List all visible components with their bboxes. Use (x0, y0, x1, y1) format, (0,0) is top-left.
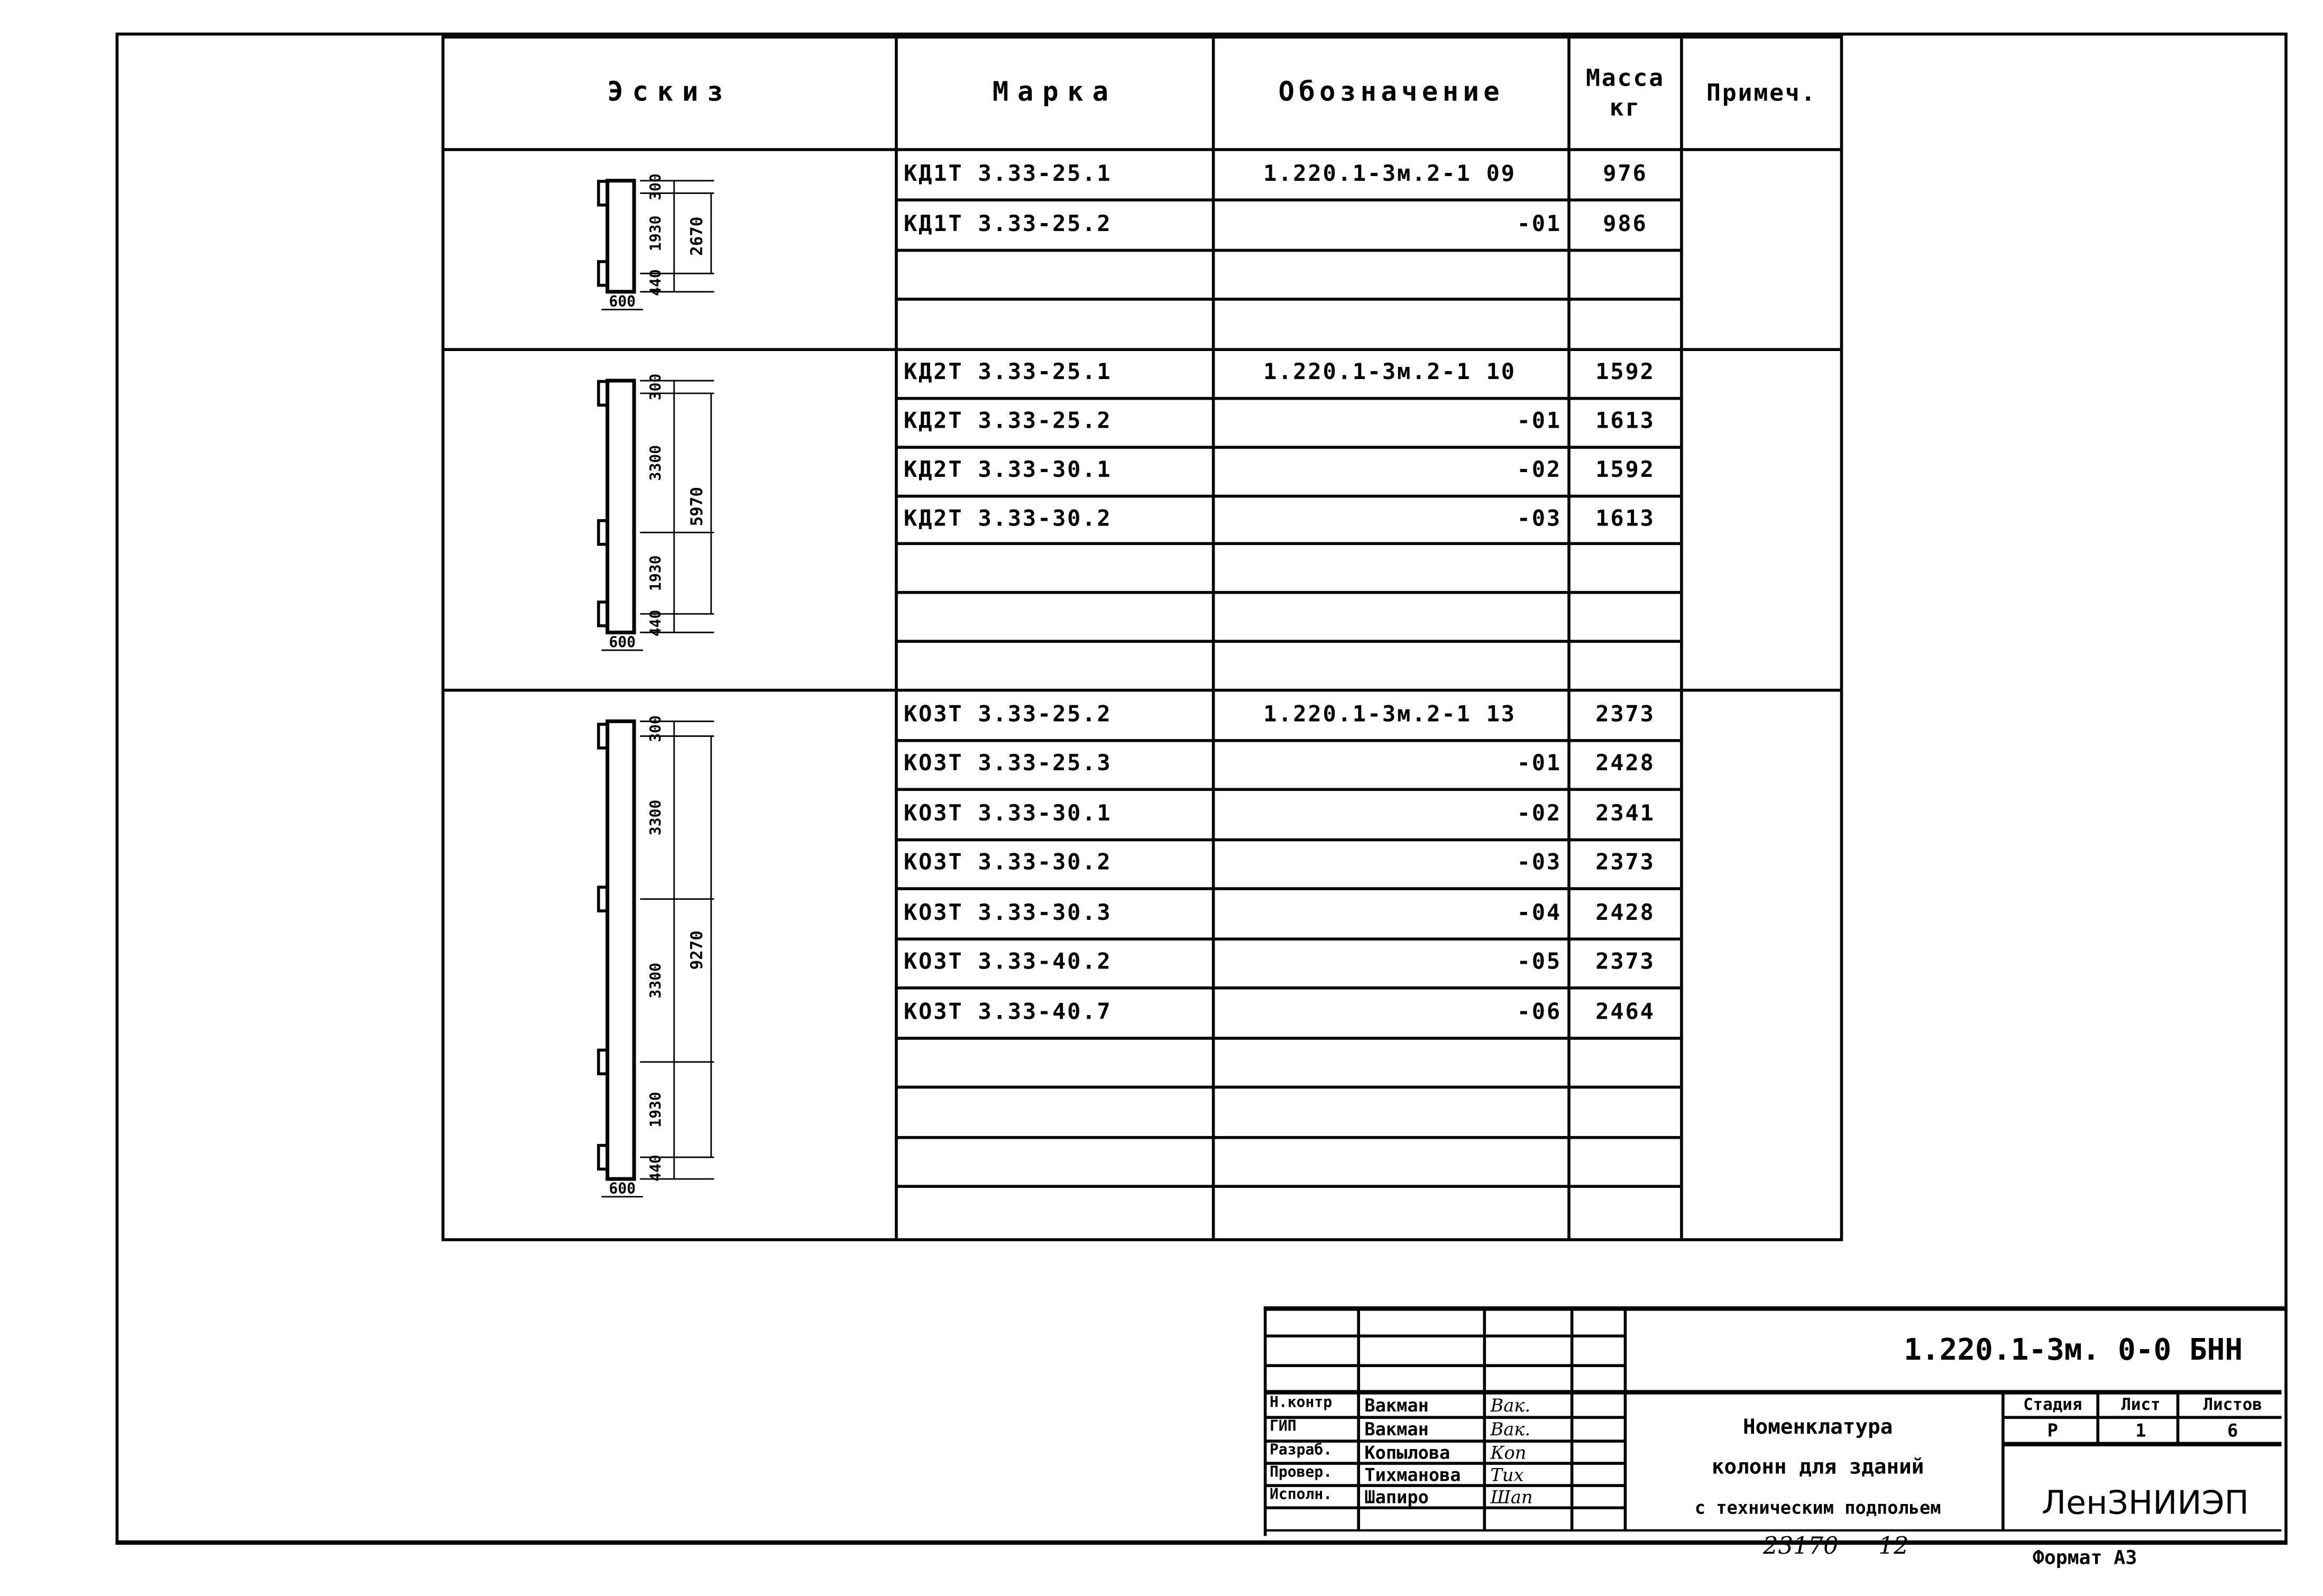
segment-dimension: 440 (647, 1155, 665, 1182)
column-corbel (599, 1146, 608, 1169)
staff-role: Н.контр (1270, 1395, 1333, 1412)
column-sketch (445, 348, 889, 688)
segment-dimension: 300 (647, 715, 665, 742)
cell-designation: 1.220.1-3м.2-1 10 (1263, 359, 1516, 386)
column-corbel (599, 602, 608, 626)
cell-designation: -01 (1517, 209, 1562, 237)
cell-mass: 1613 (1595, 505, 1655, 532)
staff-role: Исполн. (1270, 1487, 1333, 1503)
cell-designation: -04 (1517, 899, 1562, 926)
cell-mass: 1592 (1595, 456, 1655, 483)
col-divider (1212, 39, 1215, 1238)
stage-label: Стадия (2023, 1395, 2082, 1415)
cell-mark (904, 640, 1200, 689)
cell-designation: -02 (1517, 799, 1562, 826)
cell-mass: 2464 (1595, 998, 1655, 1025)
staff-name: Вакман (1364, 1419, 1429, 1440)
column-outline (608, 721, 634, 1179)
cell-designation (1218, 640, 1562, 689)
segment-dimension: 300 (647, 373, 665, 401)
staff-name: Копылова (1364, 1442, 1450, 1464)
cell-mark: КО3Т 3.33-25.3 (904, 750, 1112, 777)
total-dimension: 2670 (687, 216, 707, 256)
nomenclature-table (442, 35, 1843, 1241)
sheet-value: 1 (2135, 1420, 2146, 1442)
staff-name: Тихманова (1364, 1464, 1461, 1486)
cell-designation: -01 (1517, 750, 1562, 777)
column-corbel (599, 262, 608, 285)
page-note: 12 (1878, 1531, 1909, 1560)
cell-designation: -05 (1517, 948, 1562, 975)
organization: ЛенЗНИИЭП (2041, 1486, 2249, 1523)
header-mass-unit: кг (1609, 93, 1641, 122)
header-mass-label: Масса (1585, 63, 1665, 92)
cell-designation (1218, 248, 1562, 298)
staff-role: Провер. (1270, 1464, 1333, 1481)
cell-mass (1571, 1086, 1680, 1136)
cell-mark: КД2Т 3.33-25.2 (904, 408, 1112, 435)
segment-dimension: 1930 (647, 215, 665, 252)
cell-mass (1571, 640, 1680, 689)
cell-designation (1218, 1086, 1562, 1136)
drawing-title-line: с техническим подпольем (1694, 1497, 1941, 1518)
width-dimension: 600 (609, 633, 636, 651)
header-mark: Марка (992, 77, 1117, 108)
staff-signature: Вак. (1490, 1419, 1531, 1440)
staff-signature: Вак. (1490, 1395, 1531, 1416)
col-divider (895, 39, 898, 1238)
segment-dimension: 440 (647, 610, 665, 637)
staff-name: Вакман (1364, 1395, 1429, 1416)
cell-mark (904, 248, 1200, 298)
header-sketch: Эскиз (607, 77, 732, 108)
cell-mark (904, 1136, 1200, 1186)
cell-mark: КД2Т 3.33-30.1 (904, 456, 1112, 483)
sheets-value: 6 (2227, 1420, 2238, 1442)
cell-mark (904, 1037, 1200, 1086)
cell-mass: 1592 (1595, 359, 1655, 386)
drawing-title-line: Номенклатура (1742, 1416, 1893, 1440)
cell-mass: 2341 (1595, 799, 1655, 826)
cell-mass (1571, 1037, 1680, 1086)
width-dimension: 600 (609, 1180, 636, 1198)
cell-mark: КД2Т 3.33-30.2 (904, 505, 1112, 532)
header-note: Примеч. (1706, 78, 1817, 107)
segment-dimension: 3300 (647, 445, 665, 481)
column-corbel (599, 181, 608, 205)
cell-designation: 1.220.1-3м.2-1 09 (1263, 160, 1516, 187)
sheet-label: Лист (2121, 1395, 2161, 1415)
segment-dimension: 300 (647, 173, 665, 200)
cell-mark: КО3Т 3.33-30.2 (904, 849, 1112, 876)
cell-designation (1218, 543, 1562, 592)
drawing-title-line: колонн для зданий (1711, 1456, 1924, 1480)
cell-designation: -03 (1517, 849, 1562, 876)
cell-mark: КО3Т 3.33-40.2 (904, 948, 1112, 975)
header-mass (1571, 39, 1680, 148)
cell-mass (1571, 298, 1680, 348)
cell-mass (1571, 543, 1680, 592)
cell-mark (904, 1086, 1200, 1136)
cell-designation (1218, 592, 1562, 640)
staff-role: ГИП (1270, 1419, 1297, 1435)
cell-mark: КД1Т 3.33-25.2 (904, 209, 1112, 237)
cell-mark (904, 592, 1200, 640)
cell-designation: -06 (1517, 998, 1562, 1025)
segment-dimension: 1930 (647, 1092, 665, 1128)
segment-dimension: 440 (647, 269, 665, 296)
column-outline (608, 381, 634, 632)
cell-mark: КО3Т 3.33-30.1 (904, 799, 1112, 826)
column-sketch (445, 689, 889, 1235)
column-outline (608, 181, 634, 292)
staff-signature: Шап (1490, 1487, 1533, 1508)
col-divider (1680, 39, 1683, 1238)
title-block (1264, 1306, 2284, 1536)
cell-mark (904, 298, 1200, 348)
cell-designation (1218, 1037, 1562, 1086)
stage-value: Р (2047, 1420, 2058, 1442)
cell-designation (1218, 1136, 1562, 1186)
segment-dimension: 3300 (647, 799, 665, 836)
column-corbel (599, 1050, 608, 1074)
cell-mark: КО3Т 3.33-40.7 (904, 998, 1112, 1025)
cell-mark (904, 543, 1200, 592)
document-code: 1.220.1-3м. 0-0 БНН (1904, 1331, 2243, 1367)
staff-role: Разраб. (1270, 1442, 1333, 1459)
total-dimension: 5970 (687, 487, 707, 527)
cell-mass: 976 (1603, 160, 1648, 187)
cell-mark: КД2Т 3.33-25.1 (904, 359, 1112, 386)
segment-dimension: 1930 (647, 555, 665, 591)
cell-mass: 2373 (1595, 700, 1655, 727)
column-corbel (599, 382, 608, 405)
cell-designation: -02 (1517, 456, 1562, 483)
drawing-title (1631, 1408, 2005, 1528)
header-designation: Обозначение (1278, 77, 1504, 108)
cell-designation (1218, 1186, 1562, 1235)
cell-mass (1571, 1186, 1680, 1235)
sheets-label: Листов (2203, 1395, 2262, 1415)
cell-mass: 1613 (1595, 408, 1655, 435)
cell-mass: 2373 (1595, 948, 1655, 975)
column-corbel (599, 724, 608, 748)
cell-mass: 986 (1603, 209, 1648, 237)
staff-signature: Тих (1490, 1464, 1524, 1486)
format-label: Формат А3 (2032, 1547, 2137, 1570)
cell-mass: 2428 (1595, 899, 1655, 926)
cell-designation: 1.220.1-3м.2-1 13 (1263, 700, 1516, 727)
total-dimension: 9270 (687, 930, 707, 970)
width-dimension: 600 (609, 292, 636, 310)
cell-mass: 2428 (1595, 750, 1655, 777)
cell-mass (1571, 248, 1680, 298)
staff-name: Шапиро (1364, 1487, 1429, 1508)
cell-mark (904, 1186, 1200, 1235)
cell-designation: -03 (1517, 505, 1562, 532)
segment-dimension: 3300 (647, 963, 665, 999)
column-corbel (599, 521, 608, 545)
cell-designation (1218, 298, 1562, 348)
staff-signature: Коп (1490, 1442, 1527, 1464)
cell-designation: -01 (1517, 408, 1562, 435)
column-corbel (599, 887, 608, 911)
cell-mass (1571, 592, 1680, 640)
column-sketch (445, 148, 889, 348)
cell-mass (1571, 1136, 1680, 1186)
archive-number: 23170 (1763, 1531, 1839, 1560)
cell-mark: КД1Т 3.33-25.1 (904, 160, 1112, 187)
cell-mass: 2373 (1595, 849, 1655, 876)
cell-mark: КО3Т 3.33-25.2 (904, 700, 1112, 727)
cell-mark: КО3Т 3.33-30.3 (904, 899, 1112, 926)
